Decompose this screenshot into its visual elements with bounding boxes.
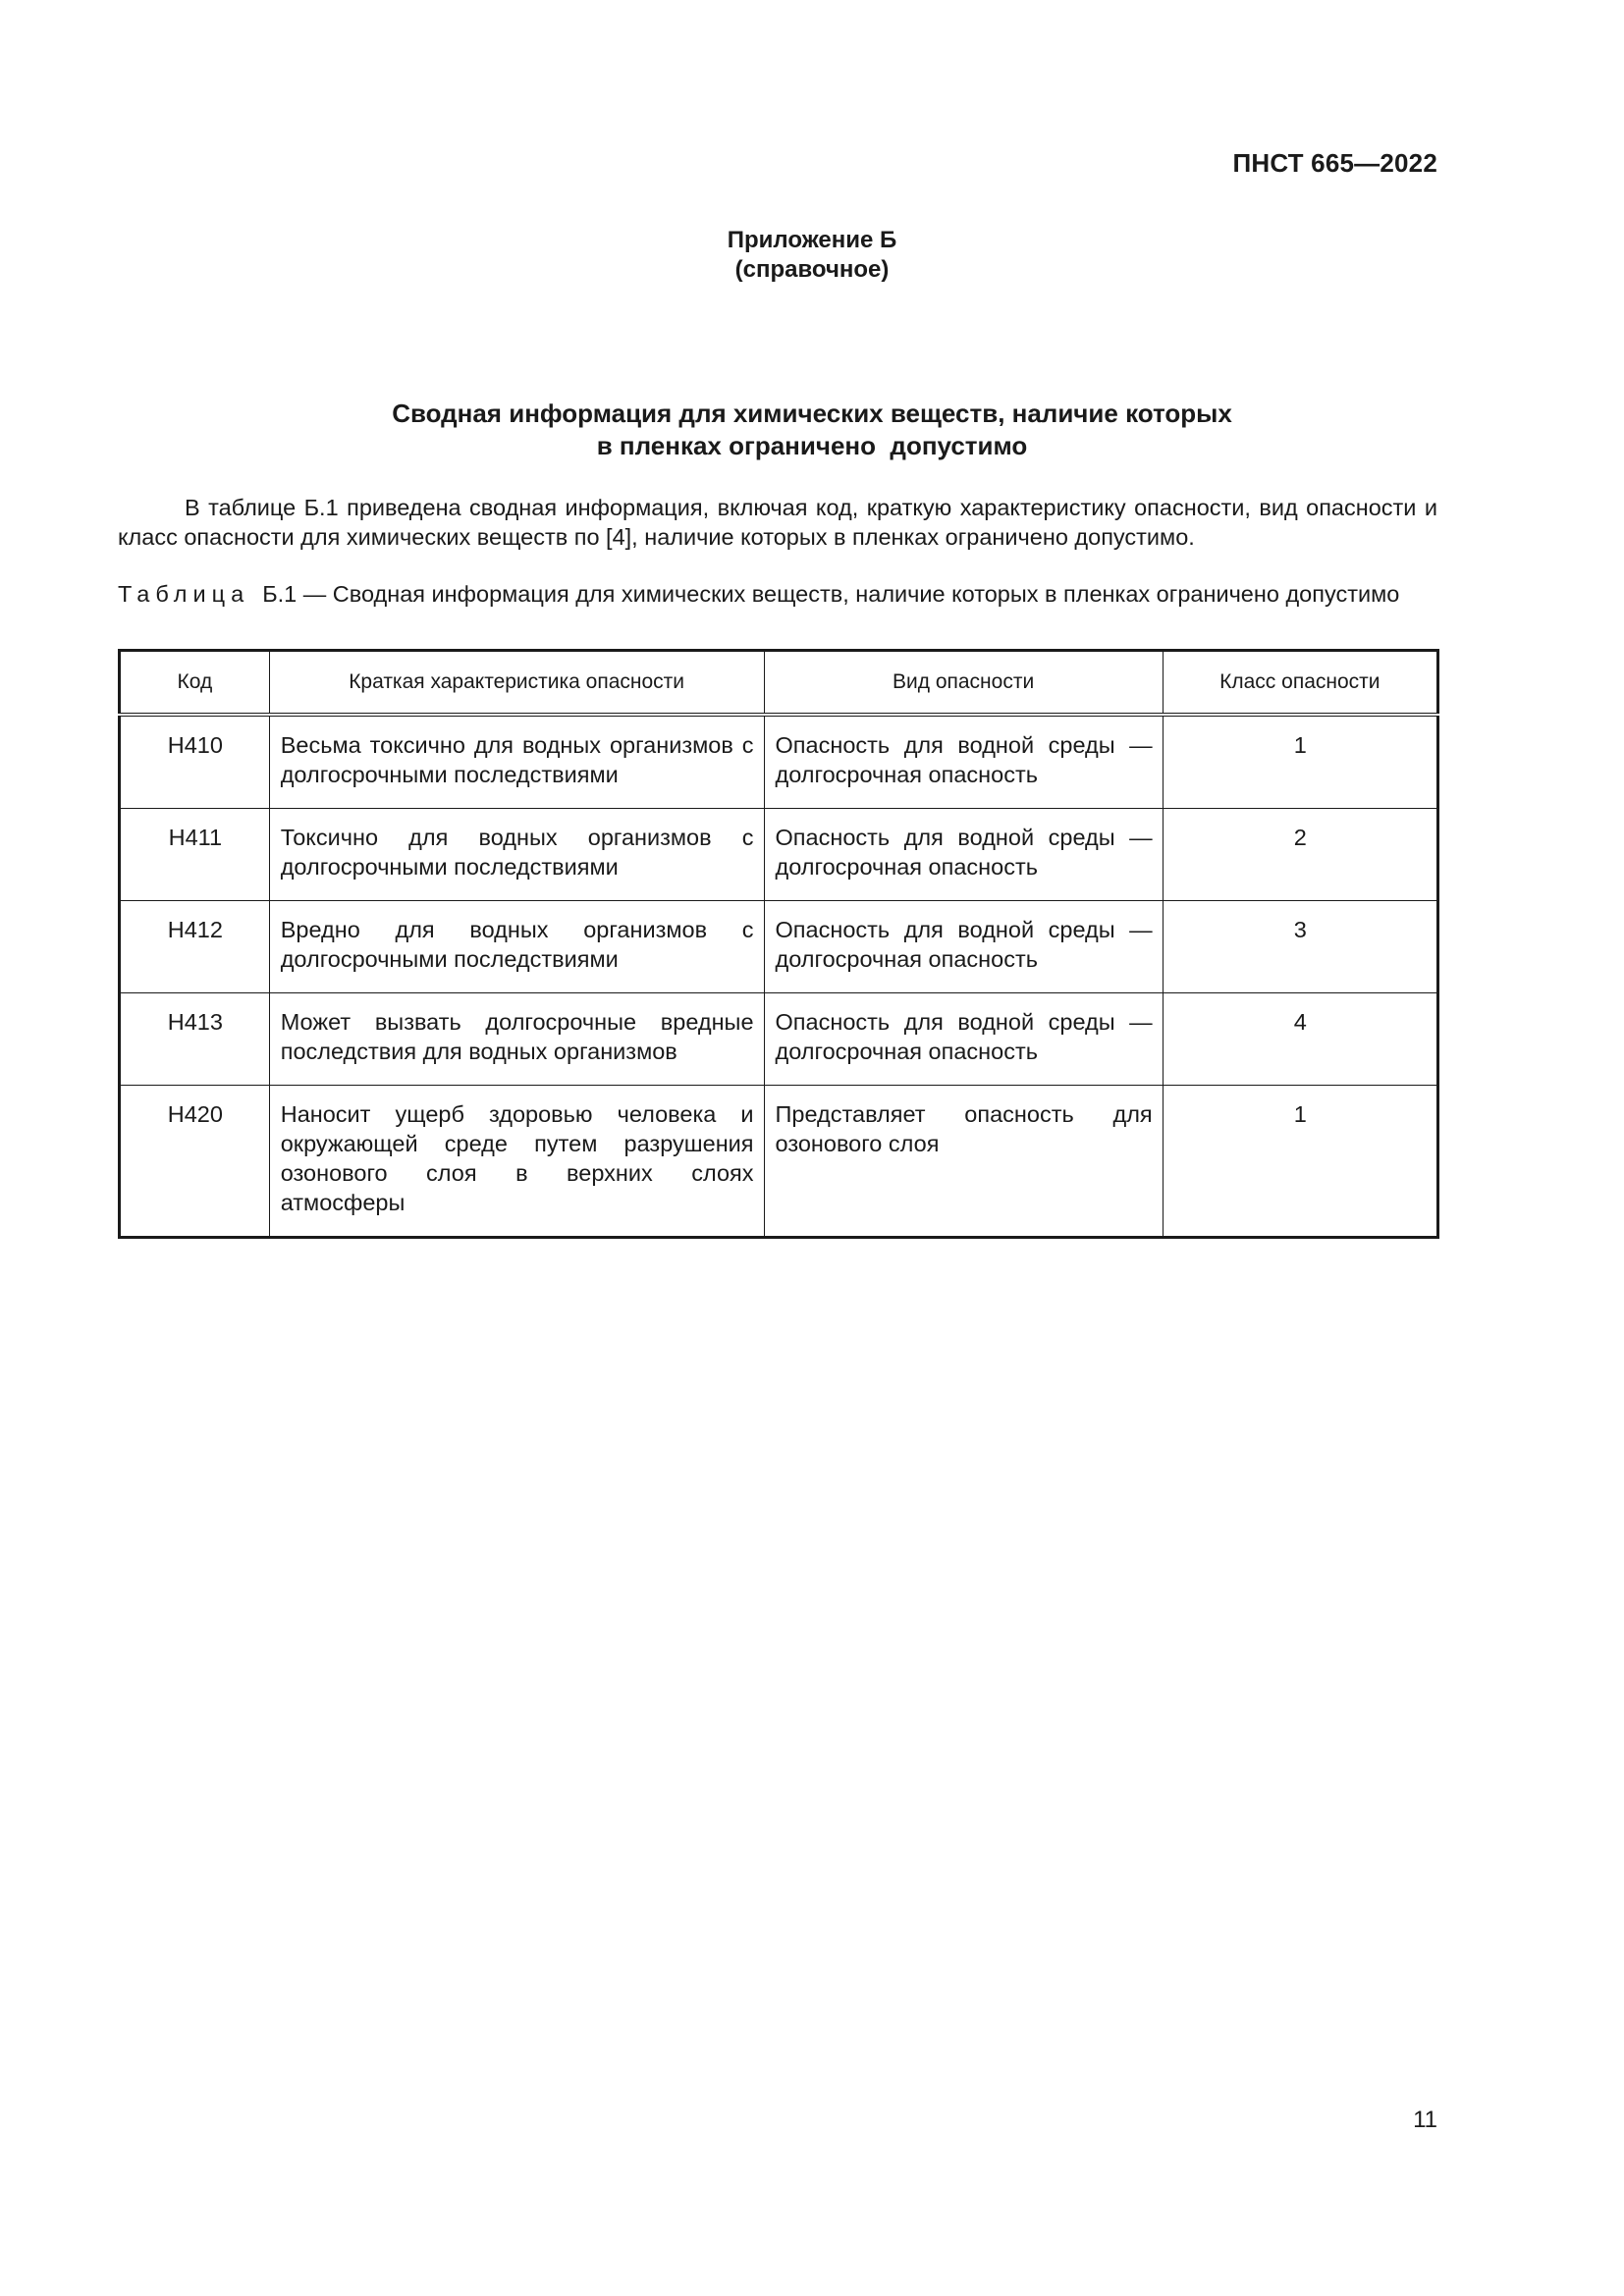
page-number: 11	[1413, 2107, 1437, 2133]
table-row	[120, 993, 1438, 1086]
table-row	[120, 809, 1438, 901]
table-caption	[118, 579, 1437, 609]
section-title-line-1: Сводная информация для химических веществ, наличие которых	[392, 399, 1232, 428]
table-row	[120, 901, 1438, 993]
header-hazard-type: Вид опасности	[764, 651, 1163, 716]
annex-heading	[0, 226, 1624, 285]
cell-description: Вредно для водных организмов с долгосрочными последствиями	[269, 901, 764, 993]
table-row	[120, 715, 1438, 809]
table-row	[120, 1086, 1438, 1238]
cell-code: H420	[120, 1086, 270, 1238]
cell-code: H413	[120, 993, 270, 1086]
annex-subtitle: (справочное)	[734, 256, 890, 283]
hazard-table	[118, 649, 1439, 1239]
cell-description: Весьма токсично для водных организмов с долгосрочными последствиями	[269, 715, 764, 809]
cell-hazard-type: Опасность для водной среды — долгосрочная опасность	[764, 993, 1163, 1086]
section-title-line-2: в пленках ограничено допустимо	[596, 431, 1028, 460]
document-id: ПНСТ 665—2022	[1232, 148, 1437, 178]
header-description: Краткая характеристика опасности	[269, 651, 764, 716]
table-caption-label: Таблица	[118, 581, 250, 607]
cell-description: Может вызвать долгосрочные вредные последствия для водных организмов	[269, 993, 764, 1086]
cell-code: H411	[120, 809, 270, 901]
cell-hazard-type: Опасность для водной среды — долгосрочная опасность	[764, 715, 1163, 809]
cell-hazard-type: Представляет опасность для озонового слоя	[764, 1086, 1163, 1238]
cell-code: H410	[120, 715, 270, 809]
section-title	[295, 398, 1329, 462]
intro-paragraph: В таблице Б.1 приведена сводная информация, включая код, краткую характеристику опасности, вид опасности и класс опасности для химических веществ по [4], наличие которых в пленках ограничено допустимо.	[118, 495, 1437, 550]
cell-hazard-class: 3	[1163, 901, 1437, 993]
table-caption-text: Б.1 — Сводная информация для химических веществ, наличие которых в пленках ограничено допустимо	[262, 581, 1400, 607]
cell-hazard-type: Опасность для водной среды — долгосрочная опасность	[764, 809, 1163, 901]
cell-hazard-class: 4	[1163, 993, 1437, 1086]
cell-hazard-type: Опасность для водной среды — долгосрочная опасность	[764, 901, 1163, 993]
cell-hazard-class: 2	[1163, 809, 1437, 901]
header-code: Код	[120, 651, 270, 716]
cell-description: Токсично для водных организмов с долгосрочными последствиями	[269, 809, 764, 901]
cell-description: Наносит ущерб здоровью человека и окружающей среде путем разрушения озонового слоя в верхних слоях атмосферы	[269, 1086, 764, 1238]
table-header-row	[120, 651, 1438, 716]
cell-hazard-class: 1	[1163, 715, 1437, 809]
annex-title: Приложение Б	[727, 227, 897, 253]
cell-hazard-class: 1	[1163, 1086, 1437, 1238]
cell-code: H412	[120, 901, 270, 993]
header-hazard-class: Класс опасности	[1163, 651, 1437, 716]
